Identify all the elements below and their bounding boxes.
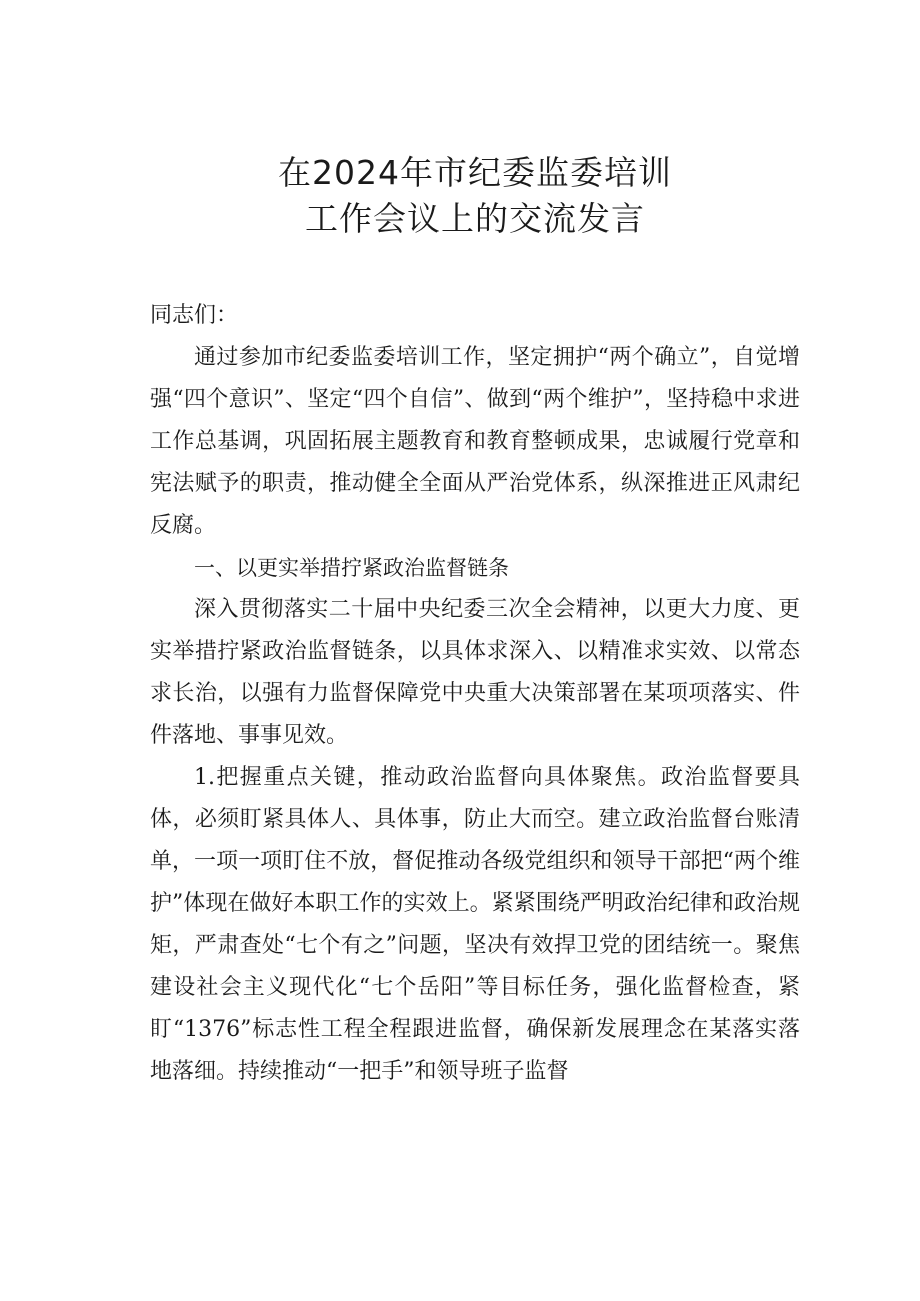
title-line-1: 在2024年市纪委监委培训	[278, 153, 672, 192]
document-page	[150, 150, 800, 1093]
intro-paragraph: 通过参加市纪委监委培训工作，坚定拥护“两个确立”，自觉增强“四个意识”、坚定“四个自信”、做到“两个维护”，坚持稳中求进工作总基调，巩固拓展主题教育和教育整顿成果，忠诚履行党章和宪法赋予的职责，推动健全全面从严治党体系，纵深推进正风肃纪反腐。	[150, 345, 800, 538]
salutation: 同志们：	[150, 303, 239, 328]
document-title	[150, 150, 800, 242]
document-body	[150, 295, 800, 1093]
section-heading-1: 一、以更实举措拧紧政治监督链条	[194, 556, 509, 580]
title-line-2: 工作会议上的交流发言	[305, 199, 645, 238]
section-1-paragraph: 深入贯彻落实二十届中央纪委三次全会精神，以更大力度、更实举措拧紧政治监督链条，以具体求深入、以精准求实效、以常态求长治，以强有力监督保障党中央重大决策部署在某项项落实、件件落地、事事见效。	[150, 597, 800, 748]
item-1-paragraph: 1.把握重点关键，推动政治监督向具体聚焦。政治监督要具体，必须盯紧具体人、具体事，防止大而空。建立政治监督台账清单，一项一项盯住不放，督促推动各级党组织和领导干部把“两个维护”体现在做好本职工作的实效上。紧紧围绕严明政治纪律和政治规矩，严肃查处“七个有之”问题，坚决有效捍卫党的团结统一。聚焦建设社会主义现代化“七个岳阳”等目标任务，强化监督检查，紧盯“1376”标志性工程全程跟进监督，确保新发展理念在某落实落地落细。持续推动“一把手”和领导班子监督	[150, 765, 800, 1084]
